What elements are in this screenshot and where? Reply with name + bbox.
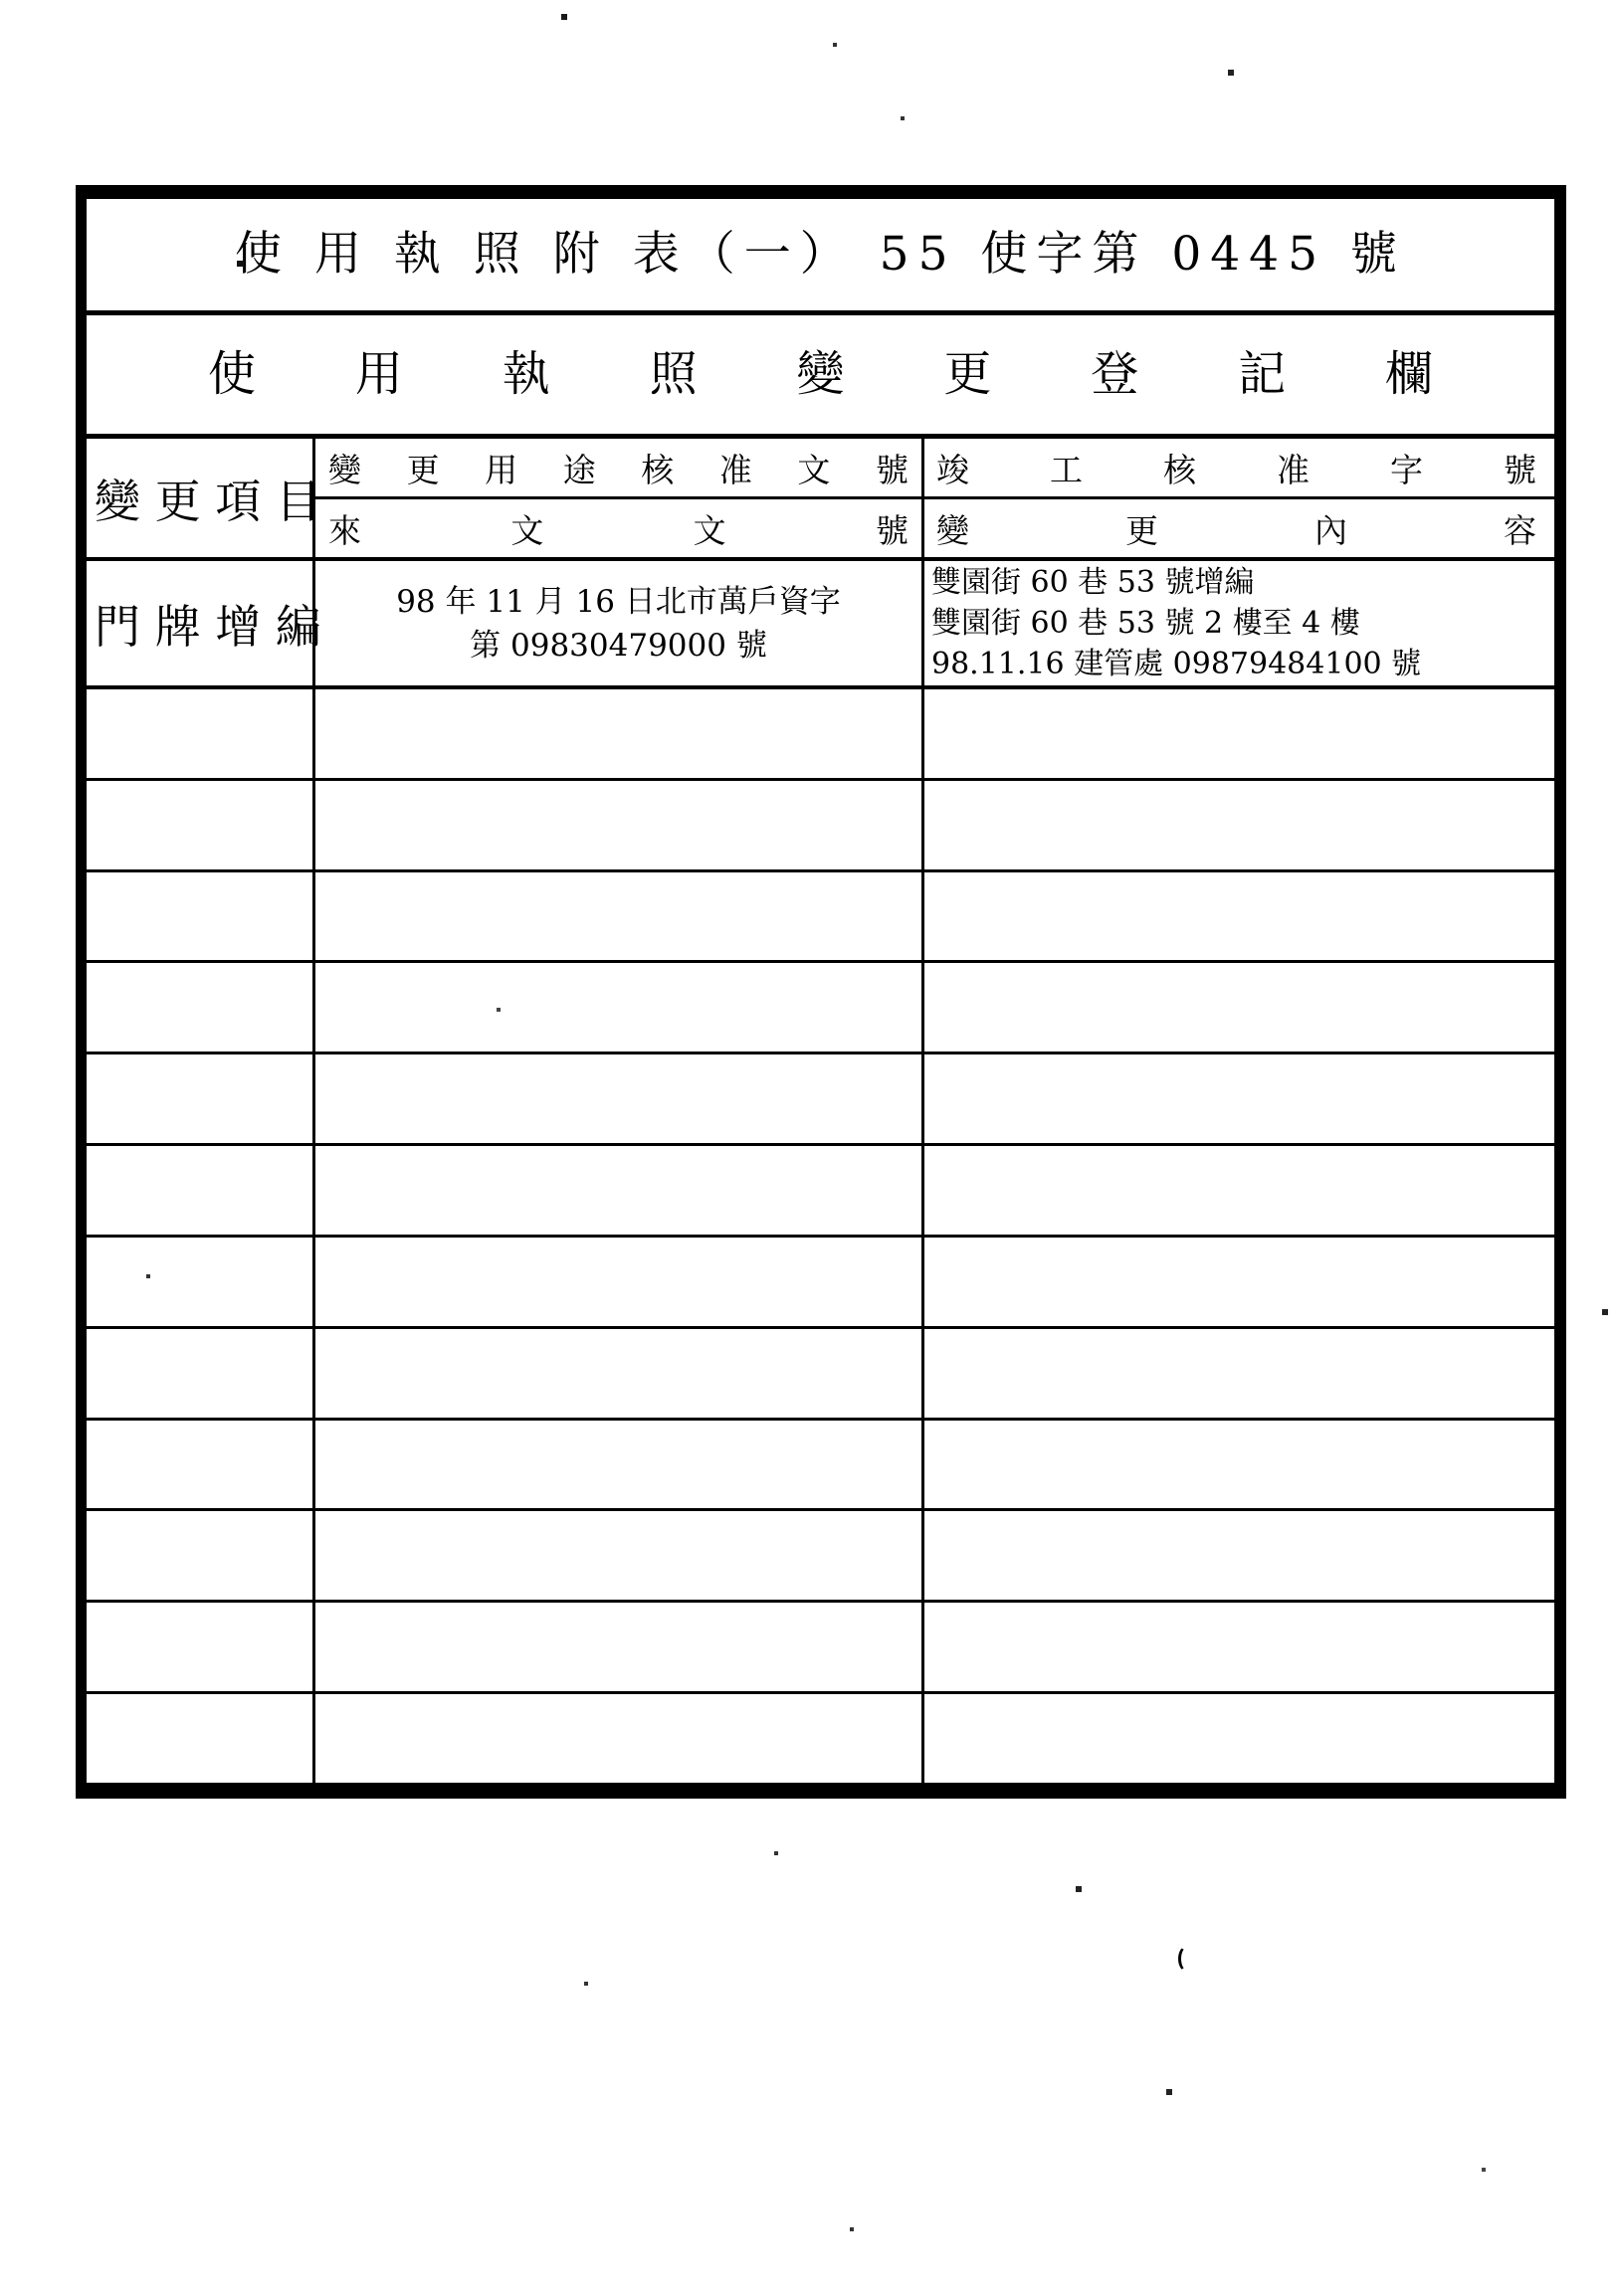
- empty-item-cell: [87, 1511, 315, 1600]
- header-completion-approval-label: 竣 工 核 准 字 號: [936, 450, 1536, 489]
- empty-table-row: [87, 1326, 1554, 1418]
- empty-approval-cell: [315, 1054, 924, 1143]
- empty-content-cell: [924, 963, 1554, 1052]
- empty-table-row: [87, 1508, 1554, 1600]
- empty-item-cell: [87, 1329, 315, 1418]
- empty-item-cell: [87, 1603, 315, 1691]
- header-incoming-doc-number: [315, 499, 921, 557]
- empty-table-row: [87, 778, 1554, 869]
- empty-item-cell: [87, 689, 315, 778]
- empty-approval-cell: [315, 963, 924, 1052]
- document-title: 使 用 執 照 附 表（一） 55 使字第 0445 號: [235, 227, 1406, 282]
- entry-content-line2: 雙園街 60 巷 53 號 2 樓至 4 樓: [931, 606, 1360, 641]
- empty-item-cell: [87, 1694, 315, 1783]
- empty-approval-cell: [315, 1421, 924, 1509]
- header-change-content: [924, 499, 1554, 557]
- empty-approval-cell: [315, 1511, 924, 1600]
- empty-table-row: [87, 1052, 1554, 1143]
- empty-content-cell: [924, 1603, 1554, 1691]
- table-header-row: [87, 434, 1554, 557]
- entry-content-line1: 雙園街 60 巷 53 號增編: [931, 565, 1255, 600]
- registration-banner: 使 用 執 照 變 更 登 記 欄: [87, 310, 1554, 434]
- empty-content-cell: [924, 1421, 1554, 1509]
- empty-table-row: [87, 1143, 1554, 1235]
- entry-approval-line2: 第 09830479000 號: [470, 627, 767, 664]
- empty-approval-cell: [315, 781, 924, 869]
- usage-license-table: [76, 185, 1566, 1799]
- header-change-item-cell: [87, 439, 321, 557]
- scan-noise-specks: [0, 0, 2, 2]
- empty-approval-cell: [315, 872, 924, 961]
- empty-item-cell: [87, 1238, 315, 1326]
- header-change-item-label: 變 更 項 目: [95, 474, 321, 528]
- empty-item-cell: [87, 963, 315, 1052]
- empty-approval-cell: [315, 1694, 924, 1783]
- empty-table-row: [87, 1691, 1554, 1783]
- empty-approval-cell: [315, 1329, 924, 1418]
- empty-table-row: [87, 685, 1554, 778]
- header-approval-cell: [315, 439, 924, 557]
- empty-table-row: [87, 869, 1554, 961]
- empty-approval-cell: [315, 1603, 924, 1691]
- header-completion-approval-number: [924, 439, 1554, 499]
- entry-approval-line1: 98 年 11 月 16 日北市萬戶資字: [396, 583, 841, 620]
- empty-table-row: [87, 960, 1554, 1052]
- entry-approval-cell: [315, 561, 924, 685]
- empty-item-cell: [87, 1146, 315, 1235]
- empty-item-cell: [87, 1421, 315, 1509]
- empty-table-row: [87, 1600, 1554, 1691]
- empty-content-cell: [924, 1511, 1554, 1600]
- empty-content-cell: [924, 1146, 1554, 1235]
- entry-item-cell: [87, 561, 321, 685]
- header-usage-approval-label: 變 更 用 途 核 准 文 號: [328, 450, 909, 489]
- empty-content-cell: [924, 1238, 1554, 1326]
- empty-item-cell: [87, 781, 315, 869]
- entry-item-label: 門 牌 增 編: [95, 599, 321, 654]
- empty-approval-cell: [315, 1146, 924, 1235]
- empty-content-cell: [924, 1329, 1554, 1418]
- header-incoming-doc-label: 來 文 文 號: [328, 510, 909, 550]
- entry-content-cell: [924, 561, 1554, 685]
- empty-content-cell: [924, 1694, 1554, 1783]
- empty-rows-section: [87, 685, 1554, 1783]
- table-row: [87, 557, 1554, 685]
- empty-content-cell: [924, 872, 1554, 961]
- empty-content-cell: [924, 1054, 1554, 1143]
- entry-content-line3: 98.11.16 建管處 09879484100 號: [931, 647, 1422, 681]
- stray-paren-mark: [1178, 1946, 1195, 1972]
- empty-approval-cell: [315, 689, 924, 778]
- header-usage-approval-number: [315, 439, 921, 499]
- header-change-content-label: 變 更 內 容: [936, 510, 1536, 550]
- empty-content-cell: [924, 781, 1554, 869]
- empty-approval-cell: [315, 1238, 924, 1326]
- empty-content-cell: [924, 689, 1554, 778]
- header-completion-cell: [924, 439, 1554, 557]
- empty-table-row: [87, 1418, 1554, 1509]
- empty-item-cell: [87, 1054, 315, 1143]
- empty-item-cell: [87, 872, 315, 961]
- empty-table-row: [87, 1235, 1554, 1326]
